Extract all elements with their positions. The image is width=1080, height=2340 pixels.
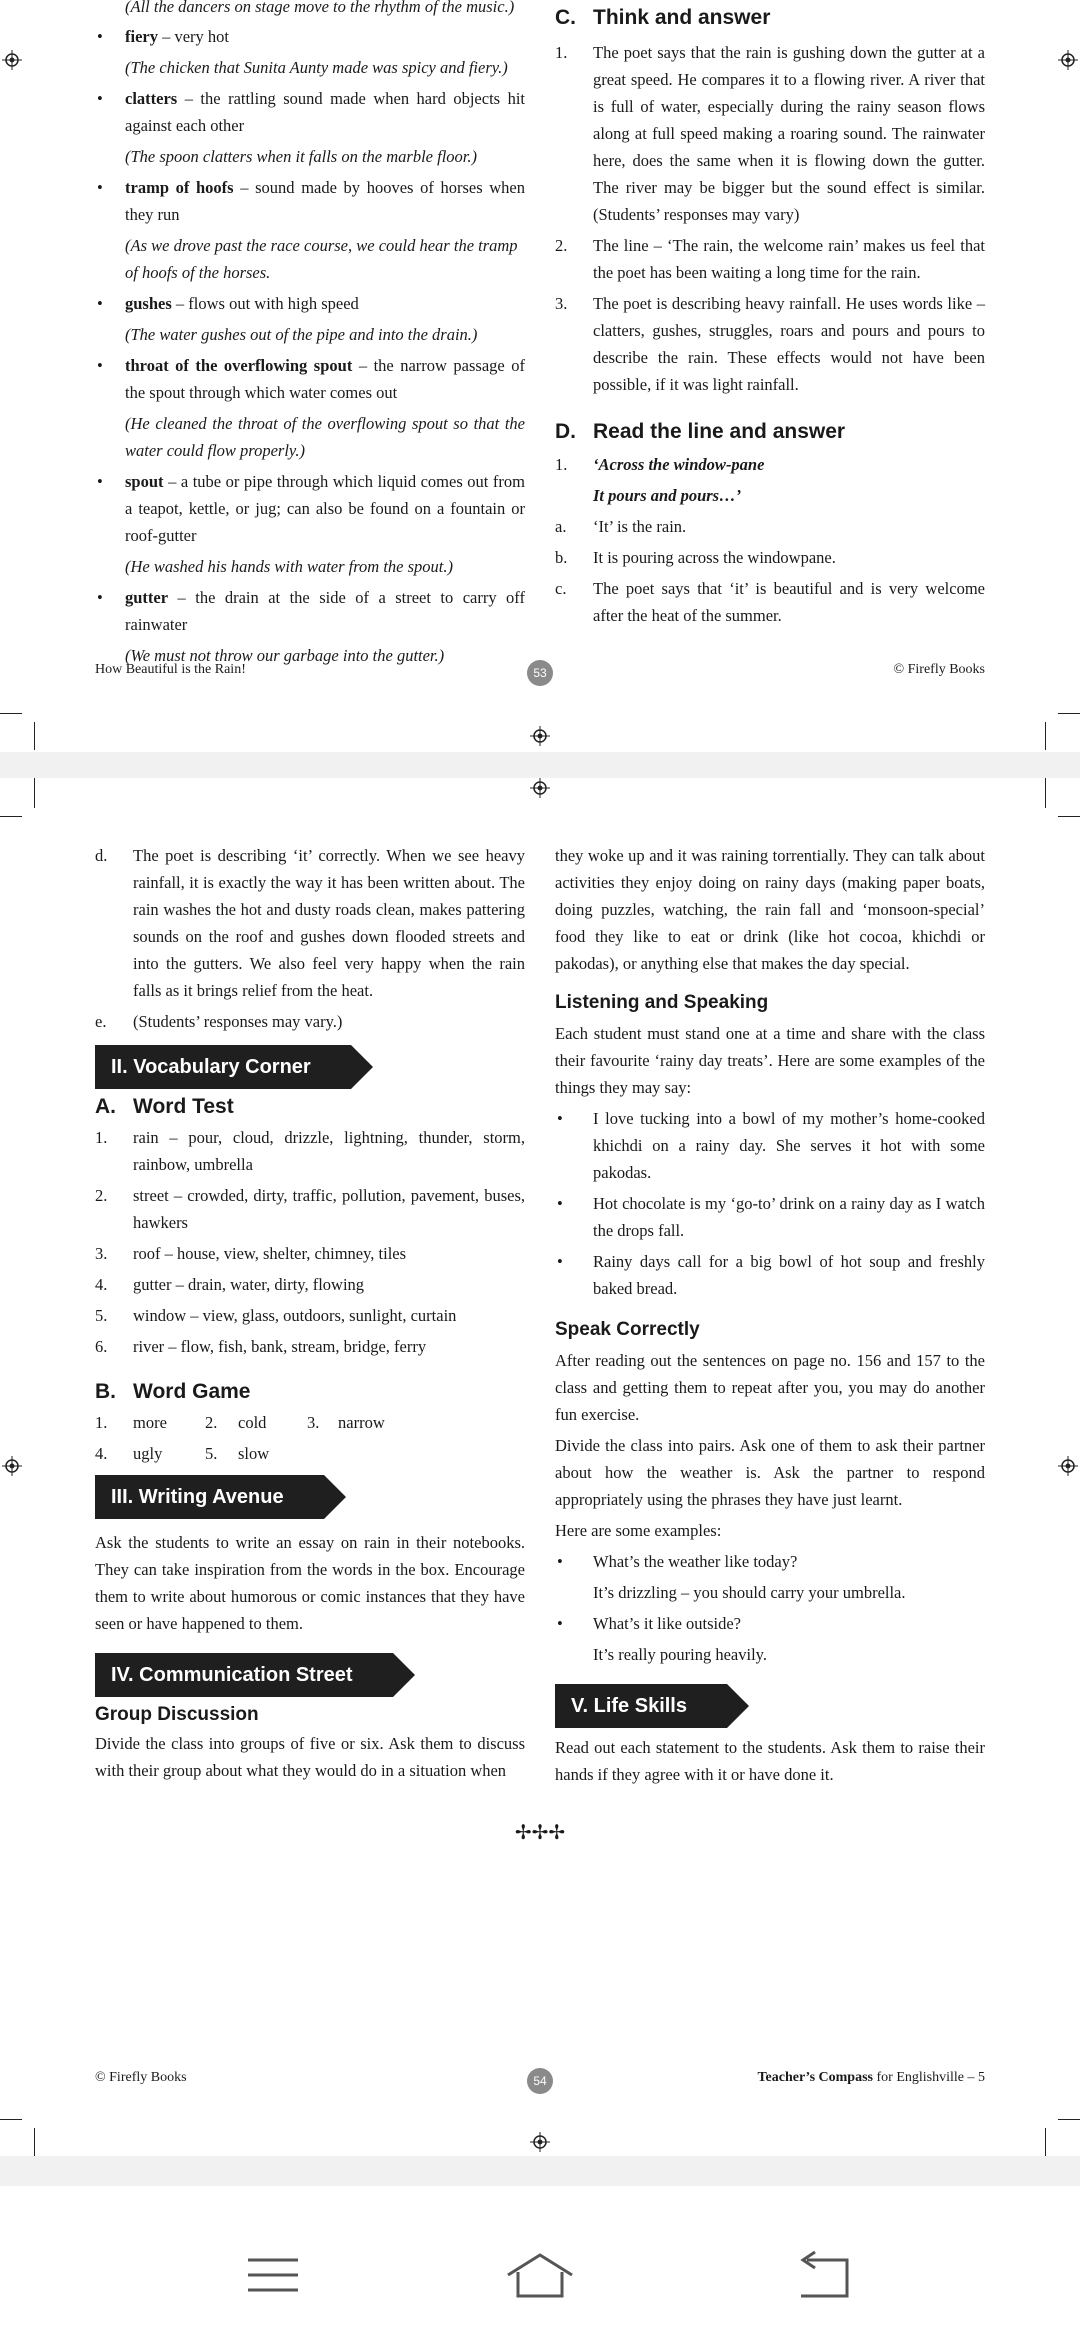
subsection-heading: Speak Correctly: [555, 1319, 700, 1340]
crop-mark: [1058, 2119, 1080, 2120]
word-test-item: [95, 1271, 525, 1298]
word-list: rain – pour, cloud, drizzle, lightning, thunder, storm, rainbow, umbrella: [133, 1128, 525, 1174]
example-text: Rainy days call for a big bowl of hot soup and freshly baked bread.: [593, 1252, 985, 1298]
word-list: window – view, glass, outdoors, sunlight, curtain: [133, 1306, 457, 1325]
example-bullet: • Hot chocolate is my ‘go-to’ drink on a rainy day as I watch the drops fall.: [557, 1194, 985, 1240]
banner-wrapper: [95, 1475, 525, 1519]
example-question: What’s it like outside?: [593, 1614, 742, 1633]
footer-title: [758, 2070, 986, 2086]
glossary-term: gushes: [125, 294, 172, 313]
answer-text: The poet says that the rain is gushing down the gutter at a great speed. He compares it to a flowing river. A river that is full of water, especially during the rainy season flows along at full speed making a roaring sound. The rainwater here, does the same when it is flowing down the gutter. The river may be bigger but the sound effect is similar. (Students’ responses may vary): [593, 43, 985, 224]
home-icon: [505, 2250, 575, 2300]
quote-line: ‘Across the window-pane: [593, 455, 765, 474]
example-sentence: (The chicken that Sunita Aunty made was spicy and fiery.): [125, 58, 508, 77]
example-sentence: (We must not throw our garbage into the gutter.): [125, 646, 445, 665]
glossary-definition: – the rattling sound made when hard objects hit against each other: [125, 89, 525, 135]
answer-item: [555, 232, 985, 286]
quote-item: [555, 451, 985, 478]
continued-text: they woke up and it was raining torrentially. They can talk about activities they enjoy doing on rainy days (making paper boats, doing puzzles, watching, the rain fall and ‘monsoon-special’ food they like to eat or drink (like hot cocoa, khichdi or pakodas), or anything else that makes the day special.: [555, 846, 985, 973]
document-page-53: [0, 0, 1080, 752]
word-list: river – flow, fish, bank, stream, bridge, ferry: [133, 1337, 427, 1356]
glossary-term: fiery: [125, 27, 158, 46]
glossary-item: • gutter – the drain at the side of a street to carry off rainwater: [97, 588, 525, 634]
section-heading: [95, 1093, 525, 1120]
section-title: Read the line and answer: [593, 420, 846, 443]
item-number: c.: [555, 579, 567, 598]
banner-wrapper: [95, 1653, 525, 1697]
section-heading: [555, 418, 985, 445]
writing-avenue-banner: III. Writing Avenue: [95, 1475, 324, 1519]
footer-book-title: Teacher’s Compass: [757, 2070, 873, 2085]
example-bullet: • What’s it like outside?: [557, 1614, 742, 1633]
glossary-term: gutter: [125, 588, 169, 607]
section-title: Word Test: [133, 1095, 234, 1118]
page-number: 53: [527, 660, 553, 686]
crop-mark: [34, 722, 35, 750]
glossary-item: • tramp of hoofs – sound made by hooves of horses when they run: [97, 178, 526, 224]
crop-mark: [1058, 713, 1080, 714]
crop-mark: [34, 2128, 35, 2156]
section-title: Think and answer: [593, 6, 771, 29]
example-bullet: • What’s the weather like today?: [557, 1552, 798, 1571]
word-game-answer: slow: [238, 1444, 270, 1463]
registration-mark-icon: [1058, 1456, 1078, 1476]
right-column: [555, 4, 985, 629]
example-sentence: (The spoon clatters when it falls on the marble floor.): [125, 147, 477, 166]
item-number: 1.: [555, 455, 568, 474]
item-number: 2.: [205, 1413, 218, 1432]
registration-mark-icon: [2, 1456, 22, 1476]
item-number: 4.: [95, 1275, 108, 1294]
crop-mark: [1045, 2128, 1046, 2156]
item-number: 1.: [555, 43, 568, 62]
crop-mark: [0, 713, 22, 714]
glossary-term: tramp of hoofs: [125, 178, 234, 197]
example-bullet: • I love tucking into a bowl of my mother’s home-cooked khichdi on a rainy day. She serves it hot with some pakodas.: [557, 1109, 985, 1182]
right-column: [555, 842, 985, 1788]
crop-mark: [1045, 722, 1046, 750]
section-heading: [555, 4, 985, 31]
answer-text: (Students’ responses may vary.): [133, 1012, 343, 1031]
footer-title: How Beautiful is the Rain!: [95, 662, 246, 677]
section-letter: C.: [555, 6, 576, 29]
crop-mark: [0, 2119, 22, 2120]
word-list: street – crowded, dirty, traffic, pollution, pavement, buses, hawkers: [133, 1186, 525, 1232]
glossary-term: throat of the overflowing spout: [125, 356, 353, 375]
answer-text: The poet is describing heavy rainfall. He uses words like – clatters, gushes, struggles, roars and pours and pours to describe the rain. These effects would not have been possible, if it was light rainfall.: [593, 294, 985, 394]
crop-mark: [1045, 778, 1046, 808]
answer-text: The line – ‘The rain, the welcome rain’ makes us feel that the poet has been waiting a long time for the rain.: [593, 236, 985, 282]
example-text: I love tucking into a bowl of my mother’s home-cooked khichdi on a rainy day. She serves it hot with some pakodas.: [593, 1109, 985, 1182]
glossary-item: • spout – a tube or pipe through which liquid comes out from a teapot, kettle, or jug; can also be found on a fountain or roof-gutter: [97, 472, 525, 545]
example-sentence: (As we drove past the race course, we could hear the tramp of hoofs of the horses.: [125, 236, 518, 282]
item-number: 2.: [555, 236, 568, 255]
glossary-item: • throat of the overflowing spout – the narrow passage of the spout through which water comes out: [97, 356, 525, 402]
item-number: 2.: [95, 1186, 108, 1205]
word-test-item: [95, 1333, 525, 1360]
registration-mark-icon: [1058, 50, 1078, 70]
glossary-definition: – a tube or pipe through which liquid comes out from a teapot, kettle, or jug; can also be found on a fountain or roof-gutter: [125, 472, 525, 545]
glossary-term: spout: [125, 472, 164, 491]
speak-text: Divide the class into pairs. Ask one of them to ask their partner about how the weather is. Ask the partner to respond appropriately using the phrases they have just learnt.: [555, 1436, 985, 1509]
glossary-definition: – the narrow passage of the spout through which water comes out: [125, 356, 525, 402]
section-letter: B.: [95, 1380, 116, 1403]
glossary-item: • clatters – the rattling sound made when hard objects hit against each other: [97, 89, 525, 135]
left-column: [95, 0, 525, 673]
word-list: roof – house, view, shelter, chimney, tiles: [133, 1244, 407, 1263]
left-column: [95, 842, 525, 1784]
item-number: e.: [95, 1012, 107, 1031]
item-number: 4.: [95, 1444, 108, 1463]
example-text: Hot chocolate is my ‘go-to’ drink on a rainy day as I watch the drops fall.: [593, 1194, 985, 1240]
answer-text: ‘It’ is the rain.: [593, 517, 687, 536]
word-game-answer: more: [133, 1413, 167, 1432]
word-test-item: [95, 1302, 525, 1329]
glossary-term: clatters: [125, 89, 178, 108]
listening-text: Each student must stand one at a time and share with the class their favourite ‘rainy day treats’. Here are some examples of the things they may say:: [555, 1024, 985, 1097]
example-sentence: (The water gushes out of the pipe and into the drain.): [125, 325, 478, 344]
registration-mark-icon: [530, 778, 550, 798]
subsection-heading: Listening and Speaking: [555, 992, 769, 1013]
example-answer: It’s drizzling – you should carry your umbrella.: [593, 1583, 906, 1602]
glossary-item: • fiery – very hot: [97, 27, 230, 46]
life-skills-text: Read out each statement to the students. Ask them to raise their hands if they agree with it or have done it.: [555, 1738, 985, 1784]
registration-mark-icon: [530, 2132, 550, 2152]
life-skills-banner: V. Life Skills: [555, 1684, 727, 1728]
document-page-54: [0, 778, 1080, 2156]
crop-mark: [0, 816, 22, 817]
word-test-item: [95, 1240, 525, 1267]
page-gap: [0, 752, 1080, 778]
item-number: 5.: [95, 1306, 108, 1325]
word-test-item: [95, 1182, 525, 1236]
registration-mark-icon: [2, 50, 22, 70]
section-letter: A.: [95, 1095, 116, 1118]
answer-item: [555, 39, 985, 228]
speak-text: Here are some examples:: [555, 1521, 722, 1540]
back-button[interactable]: [795, 2250, 855, 2300]
answer-text: It is pouring across the windowpane.: [593, 548, 836, 567]
writing-instructions: Ask the students to write an essay on rain in their notebooks. They can take inspiration from the words in the box. Encourage them to write about humorous or comic instances that they have seen or have happened to them.: [95, 1533, 525, 1633]
communication-street-banner: IV. Communication Street: [95, 1653, 393, 1697]
example-bullet: • Rainy days call for a big bowl of hot soup and freshly baked bread.: [557, 1252, 985, 1298]
item-number: d.: [95, 846, 108, 865]
item-number: 1.: [95, 1413, 108, 1432]
item-number: 3.: [555, 294, 568, 313]
group-discussion-text: Divide the class into groups of five or six. Ask them to discuss with their group about what they would do in a situation when: [95, 1734, 525, 1780]
word-game-row: [95, 1440, 525, 1471]
word-game-answer: cold: [238, 1413, 267, 1432]
speak-text: After reading out the sentences on page no. 156 and 157 to the class and getting them to repeat after you, you may do another fun exercise.: [555, 1351, 985, 1424]
section-title: Word Game: [133, 1380, 251, 1403]
example-answer: It’s really pouring heavily.: [593, 1645, 767, 1664]
footer-book-subtitle: for Englishville – 5: [873, 2070, 985, 2085]
answer-item: [555, 544, 985, 571]
menu-button[interactable]: [243, 2250, 303, 2300]
item-number: 5.: [205, 1444, 218, 1463]
section-heading: [95, 1378, 525, 1405]
glossary-definition: – sound made by hooves of horses when they run: [125, 178, 526, 224]
answer-item: [95, 842, 525, 1004]
answer-text: The poet says that ‘it’ is beautiful and is very welcome after the heat of the summer.: [593, 579, 985, 625]
glossary-definition: – the drain at the side of a street to carry off rainwater: [125, 588, 525, 634]
word-game-answer: narrow: [338, 1413, 385, 1432]
banner-wrapper: [555, 1684, 985, 1728]
footer-copyright: © Firefly Books: [95, 2070, 187, 2085]
glossary-item: • gushes – flows out with high speed: [97, 294, 359, 313]
word-game-row: [95, 1409, 525, 1440]
answer-item: [95, 1008, 525, 1035]
quote-item: [555, 482, 985, 509]
section-divider: ✢✢✢: [514, 1822, 566, 1844]
vocabulary-corner-banner: II. Vocabulary Corner: [95, 1045, 351, 1089]
item-number: a.: [555, 517, 567, 536]
crop-mark: [34, 778, 35, 808]
footer-copyright: © Firefly Books: [893, 662, 985, 677]
home-button[interactable]: [505, 2250, 575, 2300]
example-question: What’s the weather like today?: [593, 1552, 798, 1571]
system-navigation-bar: [0, 2215, 1080, 2340]
page-number: 54: [527, 2068, 553, 2094]
item-number: b.: [555, 548, 568, 567]
banner-wrapper: [95, 1045, 525, 1089]
crop-mark: [1058, 816, 1080, 817]
section-letter: D.: [555, 420, 576, 443]
answer-item: [555, 513, 985, 540]
answer-text: The poet is describing ‘it’ correctly. When we see heavy rainfall, it is exactly the way it has been written about. The rain washes the hot and dusty roads clean, makes pattering sounds on the roof and gushes down flooded streets and into the gutters. We also feel very happy when the rain falls as it brings relief from the heat.: [133, 846, 525, 1000]
back-icon: [795, 2250, 855, 2300]
page-gap: [0, 2156, 1080, 2186]
glossary-definition: – flows out with high speed: [171, 294, 359, 313]
subsection-heading: Group Discussion: [95, 1704, 259, 1725]
word-test-item: [95, 1124, 525, 1178]
item-number: 1.: [95, 1128, 108, 1147]
item-number: 3.: [95, 1244, 108, 1263]
word-list: gutter – drain, water, dirty, flowing: [133, 1275, 365, 1294]
registration-mark-icon: [530, 726, 550, 746]
answer-item: [555, 290, 985, 398]
item-number: 6.: [95, 1337, 108, 1356]
word-game-answer: ugly: [133, 1444, 163, 1463]
item-number: 3.: [307, 1413, 320, 1432]
example-sentence: (He washed his hands with water from the spout.): [125, 557, 454, 576]
answer-item: [555, 575, 985, 629]
menu-icon: [243, 2250, 303, 2300]
quote-line: It pours and pours…’: [593, 486, 742, 505]
example-sentence: (All the dancers on stage move to the rhythm of the music.): [125, 0, 515, 16]
example-sentence: (He cleaned the throat of the overflowing spout so that the water could flow properly.): [125, 414, 525, 460]
glossary-definition: – very hot: [157, 27, 230, 46]
